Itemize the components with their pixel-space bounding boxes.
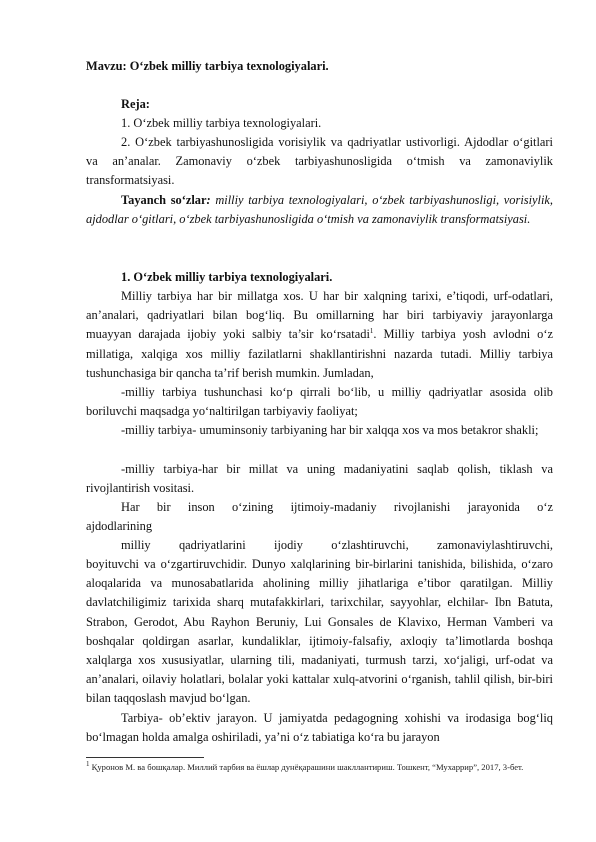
footnote-separator [86,757,204,758]
paragraph-1 [86,287,553,383]
footnote-mark: 1 [86,760,90,769]
plan-item-1: 1. O‘zbek milliy tarbiya texnologiyalari. [121,116,322,130]
keywords-paragraph [86,191,553,229]
paragraph-2-line-3: milliy qadriyatlarini ijodiy o‘zlashtiruvchi, zamonaviylashtiruvchi, [121,538,553,552]
paragraph-1-text-a: Milliy tarbiya har bir millatga xos. U har bir xalqning tarixi, e’tiqodi, urf-odatlari, an’analari, qadriyatlari bilan bog‘liq. Bu omillarning har biri tarbiyaviy jarayonlarga muayyan darajada ijobiy yoki salbiy ta’sir ko‘rsatadi [86,289,553,342]
keywords-colon: : [206,193,211,207]
footnote [86,761,556,774]
paragraph-1-text-b: . Milliy tarbiya yosh avlodni o‘z millatiga, xalqiga xos milliy fazilatlarni shakllantirishni nazarda tutadi. Milliy tarbiya tushunchasiga bir qancha ta’rif berish mumkin. Jumladan, [86,327,553,380]
paragraph-2-body: boyituvchi va o‘zgartiruvchidir. Dunyo xalqlarining bir-birlarini tanishida, bilishida, o‘zaro aloqalarida va munosabatlarida aholining milliy jihatlariga e’tibor qaratilgan. Milliy davlatchiligimiz tarixida sharq mutafakkirlari, tarixchilar, sayyohlar, elchilar- Ibn Batuta, Strabon, Gerodot, Abu Rayhon Beruniy, Lui Gonsales de Klavixo, Herman Vamberi va boshqalar qoldirgan asarlar, kundaliklar, ijtimoiy-falsafiy, axloqiy ta’limotlarda boshqa xalqlarga xos xususiyatlar, ularning tili, madaniyati, turmush tarzi, xo‘jaligi, urf-odat va an’analari, oilaviy holatlari, bolalar yoki kattalar xulq-atvorini o‘rganish, tahlil qilish, bir-biri bilan taqqoslash mavjud bo‘lgan. [86,557,553,706]
section-heading: 1. O‘zbek milliy tarbiya texnologiyalari. [121,270,333,284]
keywords-label: Tayanch so‘zlar [121,193,207,207]
definition-3: -milliy tarbiya-har bir millat va uning madaniyatini saqlab qolish, tiklash va rivojlantirish vositasi. [86,462,553,496]
definition-1: -milliy tarbiya tushunchasi ko‘p qirrali bo‘lib, u milliy qadriyatlar asosida olib boriluvchi maqsadga yo‘naltirilgan tarbiyaviy faoliyat; [86,385,553,419]
paragraph-2-line-1: Har bir inson o‘zining ijtimoiy-madaniy rivojlanishi jarayonida o‘z [121,500,553,514]
keywords-text: milliy tarbiya texnologiyalari, o‘zbek tarbiyashunosligi, vorisiylik, ajdodlar o‘gitlari, o‘zbek tarbiyashunosligida o‘tmish va zamonaviylik transformatsiyasi. [86,193,554,227]
page-title: Mavzu: O‘zbek milliy tarbiya texnologiyalari. [86,59,329,73]
footnote-text: Қуронов М. ва бошқалар. Миллий тарбия ва ёшлар дунёқарашини шакллантириш. Тошкент, “Мухаррир”, 2017, 3-бет. [89,762,524,772]
definition-2: -milliy tarbiya- umuminsoniy tarbiyaning har bir xalqqa xos va mos betakror shakli; [121,423,539,437]
paragraph-2-line-2: ajdodlarining [86,519,153,533]
footnote-ref: 1 [369,327,374,336]
plan-item-2: 2. O‘zbek tarbiyashunosligida vorisiylik va qadriyatlar ustivorligi. Ajdodlar o‘gitlari va an’analar. Zamonaviy o‘zbek tarbiyashunosligida o‘tmish va zamonaviylik transformatsiyasi. [86,135,553,188]
plan-heading: Reja: [121,97,150,111]
paragraph-3: Tarbiya- ob’ektiv jarayon. U jamiyatda pedagogning xohishi va irodasiga bog‘liq bo‘lmagan holda amalga oshiriladi, ya’ni o‘z tabiatiga ko‘ra bu jarayon [86,711,553,745]
